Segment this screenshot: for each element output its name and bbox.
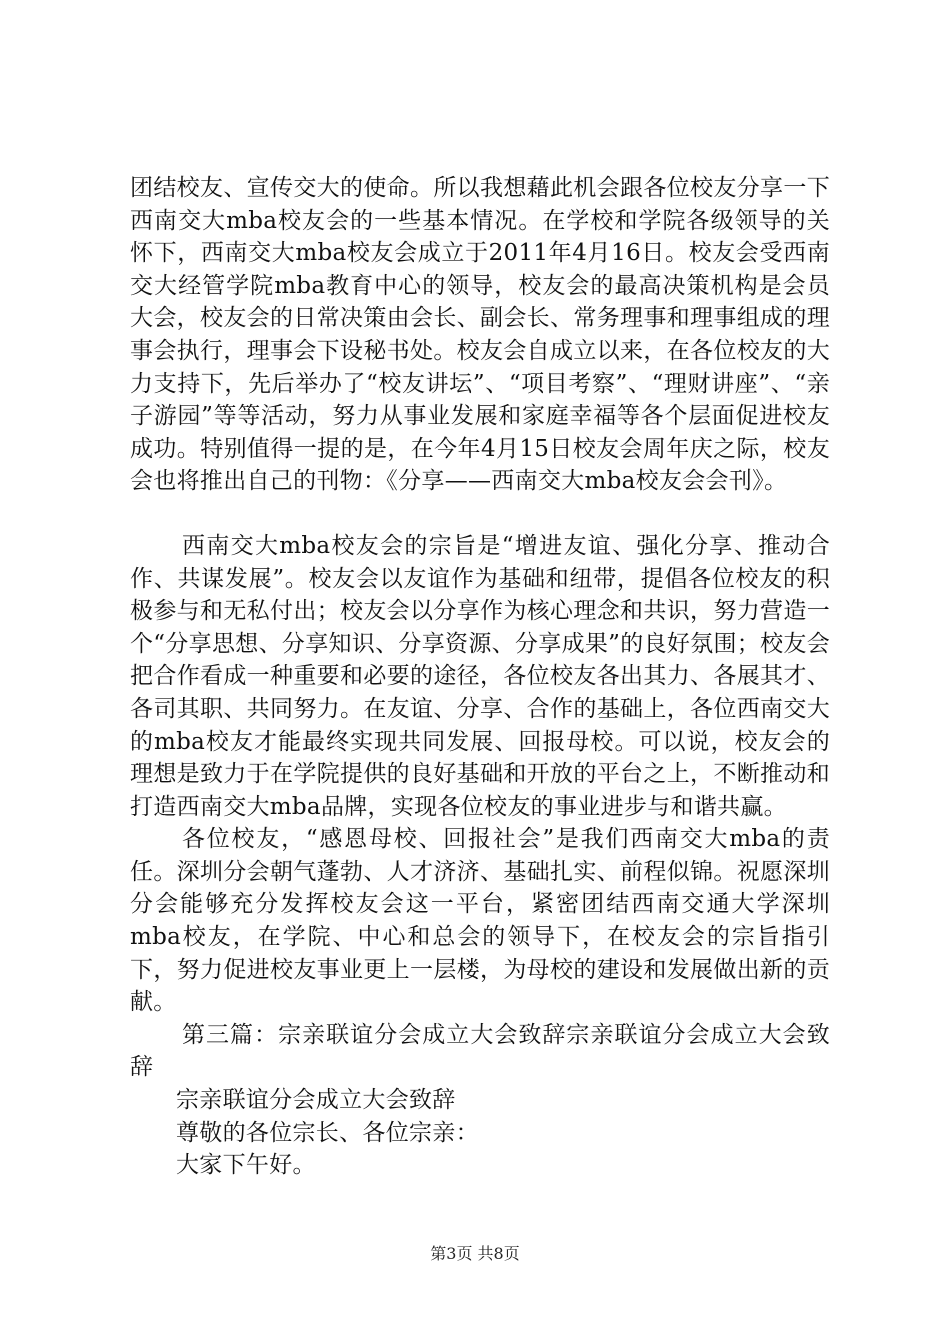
paragraph-alumni-responsibility: 各位校友，“感恩母校、回报社会”是我们西南交大mba的责任。深圳分会朝气蓬勃、人才济济、基础扎实、前程似锦。祝愿深圳分会能够充分发挥校友会这一平台，紧密团结西南交通大学深圳mba校友，在学院、中心和总会的领导下，在校友会的宗旨指引下，努力促进校友事业更上一层楼，为母校的建设和发展做出新的贡献。 bbox=[130, 826, 830, 1016]
page-footer bbox=[0, 1244, 950, 1264]
speech-salutation: 尊敬的各位宗长、各位宗亲： bbox=[176, 1119, 479, 1146]
section-heading-part-three: 第三篇：宗亲联谊分会成立大会致辞宗亲联谊分会成立大会致辞 bbox=[130, 1021, 830, 1081]
page-number-label: 第3页 共8页 bbox=[430, 1244, 520, 1263]
speech-title: 宗亲联谊分会成立大会致辞 bbox=[176, 1087, 456, 1114]
paragraph-alumni-purpose: 西南交大mba校友会的宗旨是“增进友谊、强化分享、推动合作、共谋发展”。校友会以友谊作为基础和纽带，提倡各位校友的积极参与和无私付出；校友会以分享作为核心理念和共识，努力营造一个“分享思想、分享知识、分享资源、分享成果”的良好氛围；校友会把合作看成一种重要和必要的途径，各位校友各出其力、各展其才、各司其职、共同努力。在友谊、分享、合作的基础上，各位西南交大的mba校友才能最终实现共同发展、回报母校。可以说，校友会的理想是致力于在学院提供的良好基础和开放的平台之上，不断推动和打造西南交大mba品牌，实现各位校友的事业进步与和谐共赢。 bbox=[130, 532, 830, 820]
speech-greeting: 大家下午好。 bbox=[176, 1152, 316, 1179]
paragraph-alumni-intro: 团结校友、宣传交大的使命。所以我想藉此机会跟各位校友分享一下西南交大mba校友会的一些基本情况。在学校和学院各级领导的关怀下，西南交大mba校友会成立于2011年4月16日。校友会受西南交大经管学院mba教育中心的领导，校友会的最高决策机构是会员大会，校友会的日常决策由会长、副会长、常务理事和理事组成的理事会执行，理事会下设秘书处。校友会自成立以来，在各位校友的大力支持下，先后举办了“校友讲坛”、“项目考察”、“理财讲座”、“亲子游园”等等活动，努力从事业发展和家庭幸福等各个层面促进校友成功。特别值得一提的是，在今年4月15日校友会周年庆之际，校友会也将推出自己的刊物：《分享——西南交大mba校友会会刊》。 bbox=[130, 175, 830, 495]
document-body bbox=[130, 172, 830, 1182]
paragraph-gap bbox=[130, 498, 830, 530]
